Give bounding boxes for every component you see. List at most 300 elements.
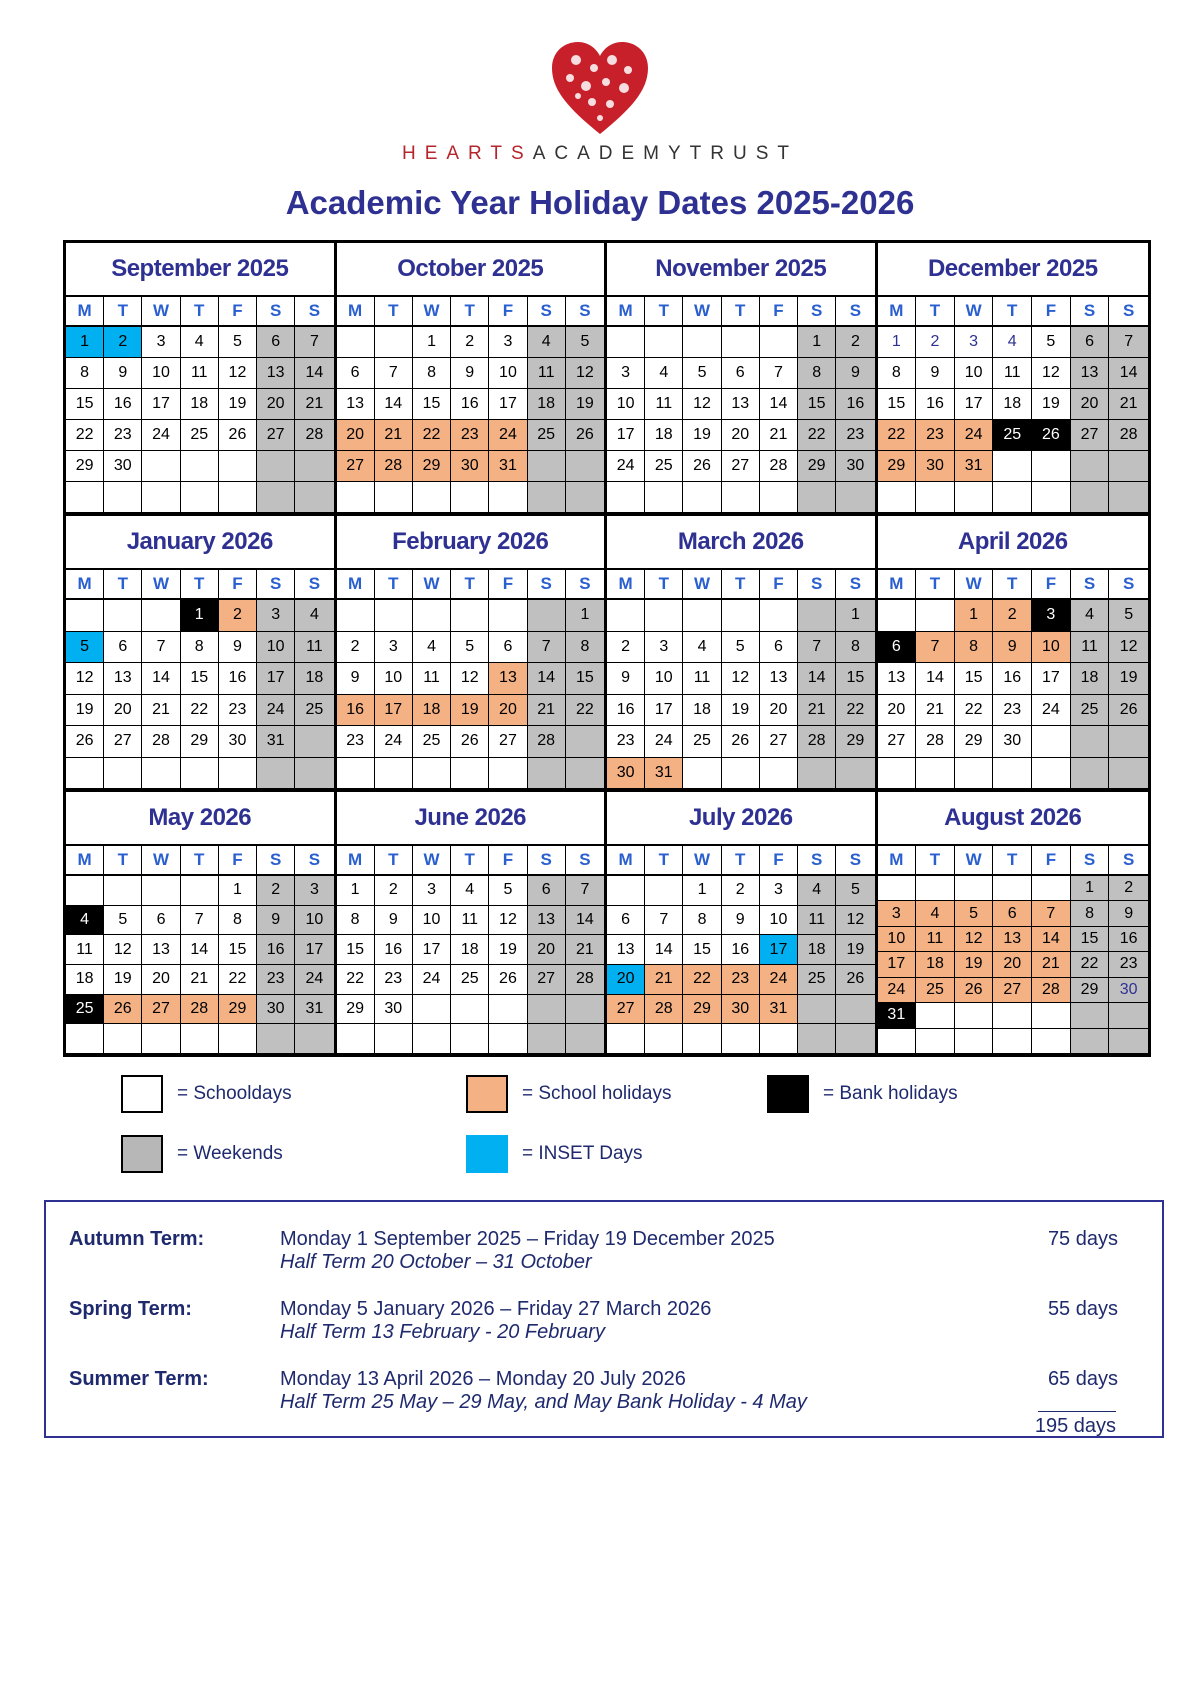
calendar-day: 31 — [878, 1003, 917, 1028]
calendar-day: 25 — [1071, 695, 1110, 727]
calendar-day: 7 — [760, 358, 798, 389]
calendar-day: 7 — [798, 632, 836, 664]
weekday-label: S — [798, 297, 836, 327]
calendar-day: 23 — [607, 726, 645, 758]
weekday-label: S — [257, 570, 295, 600]
calendar-day: 27 — [257, 420, 295, 451]
calendar-day: 19 — [1032, 389, 1071, 420]
calendar-day: 5 — [451, 632, 489, 664]
weekday-label: S — [836, 297, 874, 327]
calendar-day: 29 — [66, 451, 104, 482]
empty-day-cell — [257, 758, 295, 790]
calendar-day: 2 — [993, 600, 1032, 632]
calendar-day: 4 — [798, 876, 836, 906]
calendar-day: 18 — [451, 935, 489, 965]
calendar-day: 12 — [451, 663, 489, 695]
calendar-day: 2 — [257, 876, 295, 906]
calendar-day: 7 — [295, 327, 333, 358]
weekday-label: S — [798, 846, 836, 876]
calendar-day: 3 — [955, 327, 994, 358]
empty-day-cell — [1071, 726, 1110, 758]
calendar-day: 16 — [836, 389, 874, 420]
empty-day-cell — [528, 758, 566, 790]
empty-day-cell — [337, 1024, 375, 1054]
empty-day-cell — [645, 600, 683, 632]
empty-day-cell — [489, 482, 527, 513]
calendar-day: 23 — [836, 420, 874, 451]
calendar-day: 17 — [760, 935, 798, 965]
month-title: February 2026 — [337, 516, 605, 570]
weekday-label: W — [142, 846, 180, 876]
calendar-day: 16 — [451, 389, 489, 420]
term-dates: Monday 13 April 2026 – Monday 20 July 2026 — [280, 1368, 686, 1390]
calendar-day: 24 — [142, 420, 180, 451]
calendar-day: 15 — [413, 389, 451, 420]
term-dates: Monday 5 January 2026 – Friday 27 March 2026 — [280, 1298, 712, 1320]
empty-day-cell — [413, 600, 451, 632]
calendar-day: 13 — [722, 389, 760, 420]
weekday-label: F — [1032, 570, 1071, 600]
empty-day-cell — [451, 600, 489, 632]
calendar-day: 20 — [489, 695, 527, 727]
weekday-label: T — [451, 846, 489, 876]
weekday-label: T — [993, 846, 1032, 876]
calendar-day: 22 — [955, 695, 994, 727]
calendar-day: 9 — [337, 663, 375, 695]
weekday-label: T — [722, 846, 760, 876]
calendar-day: 19 — [836, 935, 874, 965]
calendar-day: 11 — [451, 906, 489, 936]
empty-day-cell — [916, 876, 955, 901]
calendar-day: 11 — [295, 632, 333, 664]
calendar-day: 6 — [257, 327, 295, 358]
calendar-day: 21 — [375, 420, 413, 451]
empty-day-cell — [528, 995, 566, 1025]
empty-day-cell — [836, 1024, 874, 1054]
empty-day-cell — [878, 876, 917, 901]
calendar-day: 5 — [722, 632, 760, 664]
calendar-day: 20 — [1071, 389, 1110, 420]
year-calendar — [63, 240, 1151, 1057]
calendar-day: 30 — [1109, 978, 1148, 1003]
calendar-day: 1 — [798, 327, 836, 358]
calendar-day: 15 — [337, 935, 375, 965]
calendar-day: 23 — [337, 726, 375, 758]
weekday-label: S — [1109, 846, 1148, 876]
calendar-day: 19 — [489, 935, 527, 965]
legend-school-holidays — [466, 1075, 671, 1113]
legend — [0, 1075, 1200, 1195]
trust-logo — [0, 38, 1200, 138]
calendar-day: 6 — [722, 358, 760, 389]
empty-day-cell — [66, 876, 104, 906]
calendar-day: 6 — [993, 901, 1032, 926]
calendar-day: 17 — [1032, 663, 1071, 695]
empty-day-cell — [955, 758, 994, 790]
empty-day-cell — [683, 327, 721, 358]
calendar-day: 19 — [1109, 663, 1148, 695]
month-february-2026 — [337, 516, 608, 792]
empty-day-cell — [451, 482, 489, 513]
weekday-label: W — [683, 846, 721, 876]
calendar-day: 10 — [955, 358, 994, 389]
calendar-day: 24 — [878, 978, 917, 1003]
calendar-day: 29 — [878, 451, 917, 482]
calendar-day: 21 — [295, 389, 333, 420]
empty-day-cell — [683, 1024, 721, 1054]
month-december-2025 — [878, 243, 1149, 516]
empty-day-cell — [760, 758, 798, 790]
empty-day-cell — [878, 600, 917, 632]
calendar-day: 15 — [181, 663, 219, 695]
calendar-day: 7 — [566, 876, 604, 906]
calendar-day: 20 — [878, 695, 917, 727]
calendar-day: 25 — [66, 995, 104, 1025]
calendar-day: 17 — [295, 935, 333, 965]
empty-day-cell — [798, 1024, 836, 1054]
calendar-day: 28 — [142, 726, 180, 758]
calendar-day: 30 — [451, 451, 489, 482]
calendar-day: 26 — [451, 726, 489, 758]
calendar-day: 23 — [451, 420, 489, 451]
term-dates-box — [44, 1200, 1164, 1438]
weekday-label: M — [878, 846, 917, 876]
calendar-day: 25 — [683, 726, 721, 758]
calendar-day: 1 — [683, 876, 721, 906]
calendar-day: 22 — [798, 420, 836, 451]
calendar-day: 2 — [722, 876, 760, 906]
term-name: Autumn Term: — [69, 1228, 205, 1250]
calendar-day: 23 — [219, 695, 257, 727]
weekday-label: F — [1032, 297, 1071, 327]
calendar-day: 2 — [607, 632, 645, 664]
calendar-day: 26 — [219, 420, 257, 451]
calendar-day: 27 — [528, 965, 566, 995]
empty-day-cell — [528, 600, 566, 632]
calendar-day: 6 — [489, 632, 527, 664]
month-title: May 2026 — [66, 792, 334, 846]
empty-day-cell — [104, 876, 142, 906]
empty-day-cell — [257, 482, 295, 513]
weekday-label: S — [528, 846, 566, 876]
calendar-day: 8 — [955, 632, 994, 664]
calendar-day: 16 — [1109, 927, 1148, 952]
empty-day-cell — [337, 327, 375, 358]
calendar-day: 20 — [760, 695, 798, 727]
empty-day-cell — [1071, 1003, 1110, 1028]
calendar-day: 23 — [1109, 952, 1148, 977]
calendar-day: 25 — [798, 965, 836, 995]
calendar-day: 21 — [566, 935, 604, 965]
calendar-day: 11 — [916, 927, 955, 952]
calendar-day: 13 — [1071, 358, 1110, 389]
calendar-day: 28 — [798, 726, 836, 758]
weekday-label: T — [104, 297, 142, 327]
calendar-day: 7 — [1032, 901, 1071, 926]
weekday-label: T — [181, 846, 219, 876]
calendar-day: 22 — [337, 965, 375, 995]
calendar-day: 18 — [295, 663, 333, 695]
calendar-day: 29 — [836, 726, 874, 758]
empty-day-cell — [916, 1029, 955, 1054]
weekday-label: S — [1109, 297, 1148, 327]
month-title: July 2026 — [607, 792, 875, 846]
calendar-day: 3 — [489, 327, 527, 358]
month-title: October 2025 — [337, 243, 605, 297]
calendar-day: 1 — [181, 600, 219, 632]
calendar-day: 10 — [607, 389, 645, 420]
calendar-day: 5 — [566, 327, 604, 358]
weekday-label: M — [878, 297, 917, 327]
empty-day-cell — [566, 451, 604, 482]
calendar-day: 12 — [104, 935, 142, 965]
empty-day-cell — [798, 995, 836, 1025]
empty-day-cell — [142, 758, 180, 790]
month-title: April 2026 — [878, 516, 1149, 570]
calendar-day: 23 — [993, 695, 1032, 727]
calendar-day: 11 — [528, 358, 566, 389]
month-title: June 2026 — [337, 792, 605, 846]
weekday-label: T — [993, 570, 1032, 600]
calendar-day: 10 — [645, 663, 683, 695]
empty-day-cell — [337, 600, 375, 632]
calendar-day: 6 — [142, 906, 180, 936]
calendar-day: 5 — [66, 632, 104, 664]
calendar-day: 21 — [760, 420, 798, 451]
empty-day-cell — [181, 482, 219, 513]
calendar-day: 27 — [1071, 420, 1110, 451]
calendar-day: 1 — [337, 876, 375, 906]
calendar-day: 7 — [181, 906, 219, 936]
calendar-day: 30 — [993, 726, 1032, 758]
calendar-day: 20 — [722, 420, 760, 451]
calendar-day: 3 — [295, 876, 333, 906]
calendar-day: 28 — [566, 965, 604, 995]
calendar-day: 7 — [916, 632, 955, 664]
weekday-label: M — [607, 846, 645, 876]
weekday-label: S — [1109, 570, 1148, 600]
term-half-term: Half Term 13 February - 20 February — [280, 1321, 605, 1343]
calendar-day: 8 — [798, 358, 836, 389]
empty-day-cell — [295, 1024, 333, 1054]
weekday-label: W — [683, 297, 721, 327]
calendar-day: 29 — [181, 726, 219, 758]
month-grid — [66, 297, 334, 513]
calendar-day: 10 — [295, 906, 333, 936]
empty-day-cell — [955, 876, 994, 901]
empty-day-cell — [375, 600, 413, 632]
calendar-day: 25 — [528, 420, 566, 451]
month-title: March 2026 — [607, 516, 875, 570]
empty-day-cell — [683, 482, 721, 513]
legend-schooldays-label: = Schooldays — [177, 1083, 292, 1104]
empty-day-cell — [993, 758, 1032, 790]
calendar-day: 17 — [645, 695, 683, 727]
month-january-2026 — [66, 516, 337, 792]
calendar-day: 14 — [916, 663, 955, 695]
weekday-label: T — [916, 297, 955, 327]
calendar-day: 21 — [1109, 389, 1148, 420]
calendar-day: 13 — [142, 935, 180, 965]
empty-day-cell — [1071, 451, 1110, 482]
calendar-day: 3 — [645, 632, 683, 664]
calendar-day: 4 — [413, 632, 451, 664]
calendar-day: 1 — [566, 600, 604, 632]
calendar-day: 9 — [1109, 901, 1148, 926]
calendar-day: 26 — [1032, 420, 1071, 451]
weekday-label: T — [645, 846, 683, 876]
empty-day-cell — [1032, 482, 1071, 513]
calendar-day: 28 — [375, 451, 413, 482]
calendar-day: 28 — [181, 995, 219, 1025]
empty-day-cell — [722, 600, 760, 632]
weekday-label: T — [181, 570, 219, 600]
calendar-day: 26 — [955, 978, 994, 1003]
weekday-label: S — [528, 570, 566, 600]
calendar-day: 8 — [836, 632, 874, 664]
empty-day-cell — [489, 600, 527, 632]
weekday-label: F — [760, 297, 798, 327]
calendar-day: 12 — [566, 358, 604, 389]
calendar-day: 11 — [645, 389, 683, 420]
empty-day-cell — [1032, 1029, 1071, 1054]
calendar-day: 19 — [451, 695, 489, 727]
legend-inset-days — [466, 1135, 643, 1173]
empty-day-cell — [1109, 726, 1148, 758]
calendar-day: 12 — [1109, 632, 1148, 664]
empty-day-cell — [645, 876, 683, 906]
month-grid — [878, 297, 1149, 513]
empty-day-cell — [836, 482, 874, 513]
empty-day-cell — [1109, 1003, 1148, 1028]
empty-day-cell — [219, 758, 257, 790]
calendar-day: 19 — [66, 695, 104, 727]
calendar-day: 16 — [375, 935, 413, 965]
calendar-day: 9 — [916, 358, 955, 389]
calendar-day: 9 — [257, 906, 295, 936]
calendar-day: 15 — [955, 663, 994, 695]
empty-day-cell — [1032, 876, 1071, 901]
empty-day-cell — [375, 1024, 413, 1054]
weekday-label: F — [489, 297, 527, 327]
calendar-day: 18 — [798, 935, 836, 965]
weekday-label: F — [219, 297, 257, 327]
weekday-label: S — [798, 570, 836, 600]
calendar-day: 19 — [104, 965, 142, 995]
calendar-day: 27 — [607, 995, 645, 1025]
calendar-day: 2 — [104, 327, 142, 358]
weekday-label: W — [955, 297, 994, 327]
calendar-day: 4 — [528, 327, 566, 358]
weekday-label: M — [66, 846, 104, 876]
empty-day-cell — [1032, 758, 1071, 790]
empty-day-cell — [916, 758, 955, 790]
weekday-label: W — [413, 846, 451, 876]
calendar-day: 1 — [413, 327, 451, 358]
weekday-label: F — [489, 846, 527, 876]
heart-hands-icon — [548, 38, 652, 138]
calendar-day: 14 — [645, 935, 683, 965]
calendar-day: 16 — [916, 389, 955, 420]
month-title: September 2025 — [66, 243, 334, 297]
weekday-label: T — [645, 297, 683, 327]
calendar-day: 2 — [916, 327, 955, 358]
trust-name-part2: ACADEMYTRUST — [532, 143, 799, 164]
weekday-label: F — [219, 846, 257, 876]
calendar-day: 25 — [993, 420, 1032, 451]
weekday-label: T — [375, 846, 413, 876]
empty-day-cell — [375, 482, 413, 513]
empty-day-cell — [528, 482, 566, 513]
weekday-label: T — [451, 297, 489, 327]
weekday-label: S — [1071, 570, 1110, 600]
calendar-day: 19 — [955, 952, 994, 977]
empty-day-cell — [104, 1024, 142, 1054]
calendar-day: 12 — [66, 663, 104, 695]
calendar-day: 7 — [1109, 327, 1148, 358]
weekday-label: F — [489, 570, 527, 600]
calendar-day: 15 — [683, 935, 721, 965]
calendar-day: 8 — [1071, 901, 1110, 926]
calendar-day: 1 — [219, 876, 257, 906]
calendar-day: 21 — [645, 965, 683, 995]
empty-day-cell — [142, 600, 180, 632]
month-august-2026 — [878, 792, 1149, 1054]
weekday-label: W — [142, 297, 180, 327]
empty-day-cell — [528, 451, 566, 482]
empty-day-cell — [916, 600, 955, 632]
calendar-day: 4 — [66, 906, 104, 936]
empty-day-cell — [566, 758, 604, 790]
calendar-day: 4 — [451, 876, 489, 906]
calendar-day: 16 — [104, 389, 142, 420]
calendar-day: 9 — [607, 663, 645, 695]
weekday-label: F — [219, 570, 257, 600]
weekday-label: T — [375, 297, 413, 327]
calendar-day: 13 — [257, 358, 295, 389]
weekend-swatch — [121, 1135, 163, 1173]
empty-day-cell — [142, 451, 180, 482]
calendar-day: 22 — [836, 695, 874, 727]
weekday-label: T — [916, 570, 955, 600]
calendar-day: 25 — [181, 420, 219, 451]
empty-day-cell — [760, 482, 798, 513]
empty-day-cell — [916, 482, 955, 513]
calendar-day: 17 — [489, 389, 527, 420]
empty-day-cell — [1032, 1003, 1071, 1028]
calendar-day: 15 — [798, 389, 836, 420]
weekday-label: S — [295, 846, 333, 876]
empty-day-cell — [607, 876, 645, 906]
empty-day-cell — [413, 1024, 451, 1054]
empty-day-cell — [645, 327, 683, 358]
empty-day-cell — [760, 327, 798, 358]
calendar-day: 2 — [451, 327, 489, 358]
school-holiday-swatch — [466, 1075, 508, 1113]
empty-day-cell — [219, 451, 257, 482]
month-grid — [607, 846, 875, 1054]
empty-day-cell — [104, 482, 142, 513]
calendar-day: 20 — [993, 952, 1032, 977]
empty-day-cell — [1071, 1029, 1110, 1054]
weekday-label: M — [878, 570, 917, 600]
empty-day-cell — [142, 1024, 180, 1054]
weekday-label: T — [722, 570, 760, 600]
weekday-label: T — [181, 297, 219, 327]
calendar-day: 5 — [683, 358, 721, 389]
empty-day-cell — [104, 758, 142, 790]
calendar-day: 18 — [916, 952, 955, 977]
